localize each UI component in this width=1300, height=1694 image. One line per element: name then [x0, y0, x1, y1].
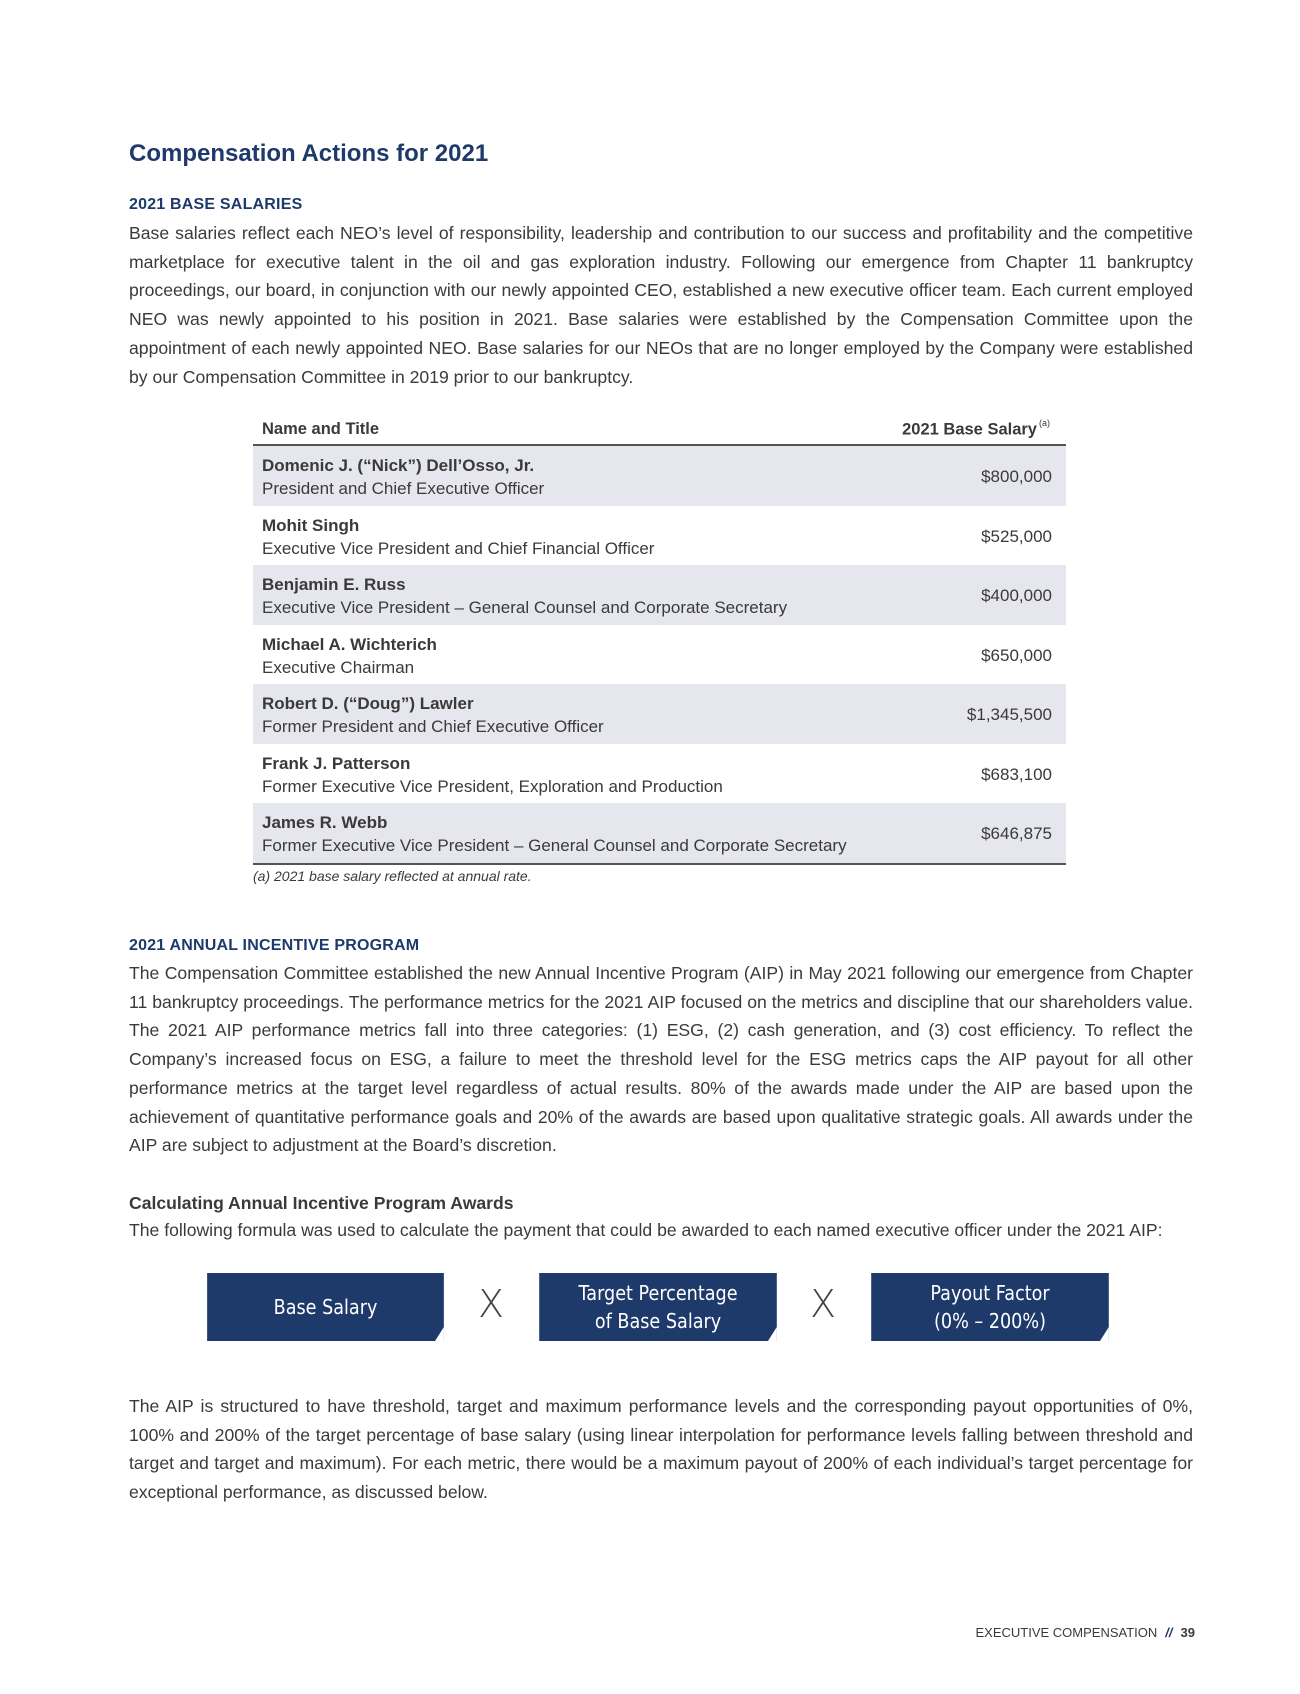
- table-row: [253, 506, 1066, 566]
- executive-title: Former Executive Vice President, Exploration and Production: [262, 776, 723, 796]
- executive-salary: $800,000: [981, 467, 1052, 486]
- formula-target-percentage-box: [539, 1273, 777, 1341]
- executive-name: Robert D. (“Doug”) Lawler: [262, 694, 474, 713]
- formula-target-line2: of Base Salary: [594, 1309, 722, 1333]
- base-salary-table: [253, 416, 1066, 865]
- formula-payout-factor-box: [871, 1273, 1109, 1341]
- executive-title: Executive Chairman: [262, 657, 415, 677]
- column-header-salary: 2021 Base Salary $^{(a)}$: [902, 418, 1050, 439]
- executive-salary: $1,345,500: [966, 705, 1052, 724]
- multiply-operator: X: [478, 1282, 505, 1326]
- table-bottom-rule: [253, 863, 1066, 865]
- base-salaries-paragraph: Base salaries reflect each NEO’s level of responsibility, leadership and contribution to our success and profitability and the competitive marketplace for executive talent in the oil and gas exploration industry. Following our emergence from Chapter 11 bankruptcy proceedings, our board, in conjunction with our newly appointed CEO, established a new executive officer team. Each current employed NEO was newly appointed to his position in 2021. Base salaries were established by the Compensation Committee upon the appointment of each newly appointed NEO. Base salaries for our NEOs that are no longer employed by the Company were established by our Compensation Committee in 2019 prior to our bankruptcy.: [129, 223, 1193, 387]
- table-header: [253, 416, 1066, 446]
- base-salaries-heading: 2021 BASE SALARIES: [129, 196, 303, 213]
- executive-salary: $525,000: [981, 526, 1052, 546]
- page-title: Compensation Actions for 2021: [129, 140, 489, 167]
- multiply-operator: X: [810, 1282, 837, 1326]
- executive-name: Mohit Singh: [262, 515, 360, 535]
- formula-target-line1: Target Percentage: [578, 1281, 738, 1305]
- executive-salary: $650,000: [981, 645, 1052, 665]
- aip-structure-paragraph: The AIP is structured to have threshold, target and maximum performance levels and the corresponding payout opportunities of 0%, 100% and 200% of the target percentage of base salary (using linear interpolation for performance levels falling between threshold and target and target and maximum). For each metric, there would be a maximum payout of 200% of each individual’s target percentage for exceptional performance, as discussed below.: [129, 1396, 1193, 1503]
- table-row: [253, 744, 1066, 804]
- page-number: 39: [1180, 1625, 1195, 1640]
- executive-salary: $400,000: [981, 586, 1052, 605]
- page-footer: [976, 1625, 1196, 1640]
- executive-name: Benjamin E. Russ: [262, 575, 406, 594]
- executive-title: President and Chief Executive Officer: [262, 479, 545, 498]
- box-corner-cut: [435, 1327, 444, 1341]
- executive-name: Frank J. Patterson: [262, 753, 411, 773]
- table-row: [253, 684, 1066, 744]
- annual-incentive-paragraph: The Compensation Committee established the new Annual Incentive Program (AIP) in May 2021 following our emergence from Chapter 11 bankruptcy proceedings. The performance metrics for the 2021 AIP focused on the metrics and discipline that our shareholders value. The 2021 AIP performance metrics fall into three categories: (1) ESG, (2) cash generation, and (3) cost efficiency. To reflect the Company’s increased focus on ESG, a failure to meet the threshold level for the ESG metrics caps the AIP payout for all other performance metrics at the target level regardless of actual results. 80% of the awards made under the AIP are based upon the achievement of quantitative performance goals and 20% of the awards are based upon qualitative strategic goals. All awards under the AIP are subject to adjustment at the Board’s discretion.: [129, 963, 1193, 1156]
- column-header-name: Name and Title: [262, 420, 380, 438]
- formula-base-salary-box: [207, 1273, 444, 1341]
- executive-salary: $646,875: [981, 824, 1052, 843]
- executive-salary: $683,100: [981, 764, 1052, 784]
- executive-title: Former President and Chief Executive Officer: [262, 717, 604, 736]
- table-row: [253, 803, 1066, 863]
- table-row: [253, 446, 1066, 506]
- executive-title: Executive Vice President – General Counsel and Corporate Secretary: [262, 598, 788, 617]
- box-corner-cut: [768, 1327, 777, 1341]
- table-row: [253, 565, 1066, 625]
- box-corner-cut: [1100, 1327, 1109, 1341]
- formula-intro-paragraph: The following formula was used to calculate the payment that could be awarded to each named executive officer under the 2021 AIP:: [129, 1220, 1163, 1240]
- executive-title: Executive Vice President and Chief Financial Officer: [262, 538, 655, 558]
- salary-footnote-marker: (a): [1039, 418, 1050, 428]
- executive-name: James R. Webb: [262, 813, 388, 832]
- table-footnote: (a) 2021 base salary reflected at annual rate.: [253, 868, 532, 884]
- executive-name: Michael A. Wichterich: [262, 634, 437, 654]
- table-row: [253, 625, 1066, 685]
- formula-base-salary-label: Base Salary: [273, 1295, 378, 1319]
- calculating-awards-heading: Calculating Annual Incentive Program Awards: [129, 1193, 514, 1213]
- annual-incentive-heading: 2021 ANNUAL INCENTIVE PROGRAM: [129, 937, 420, 954]
- executive-name: Domenic J. (“Nick”) Dell’Osso, Jr.: [262, 456, 535, 475]
- formula-payout-line2: (0% – 200%): [934, 1309, 1046, 1333]
- footer-section-label: EXECUTIVE COMPENSATION: [975, 1625, 1158, 1640]
- footer-separator: //: [1165, 1625, 1173, 1640]
- executive-title: Former Executive Vice President – General Counsel and Corporate Secretary: [262, 836, 847, 855]
- formula-payout-line1: Payout Factor: [930, 1281, 1050, 1305]
